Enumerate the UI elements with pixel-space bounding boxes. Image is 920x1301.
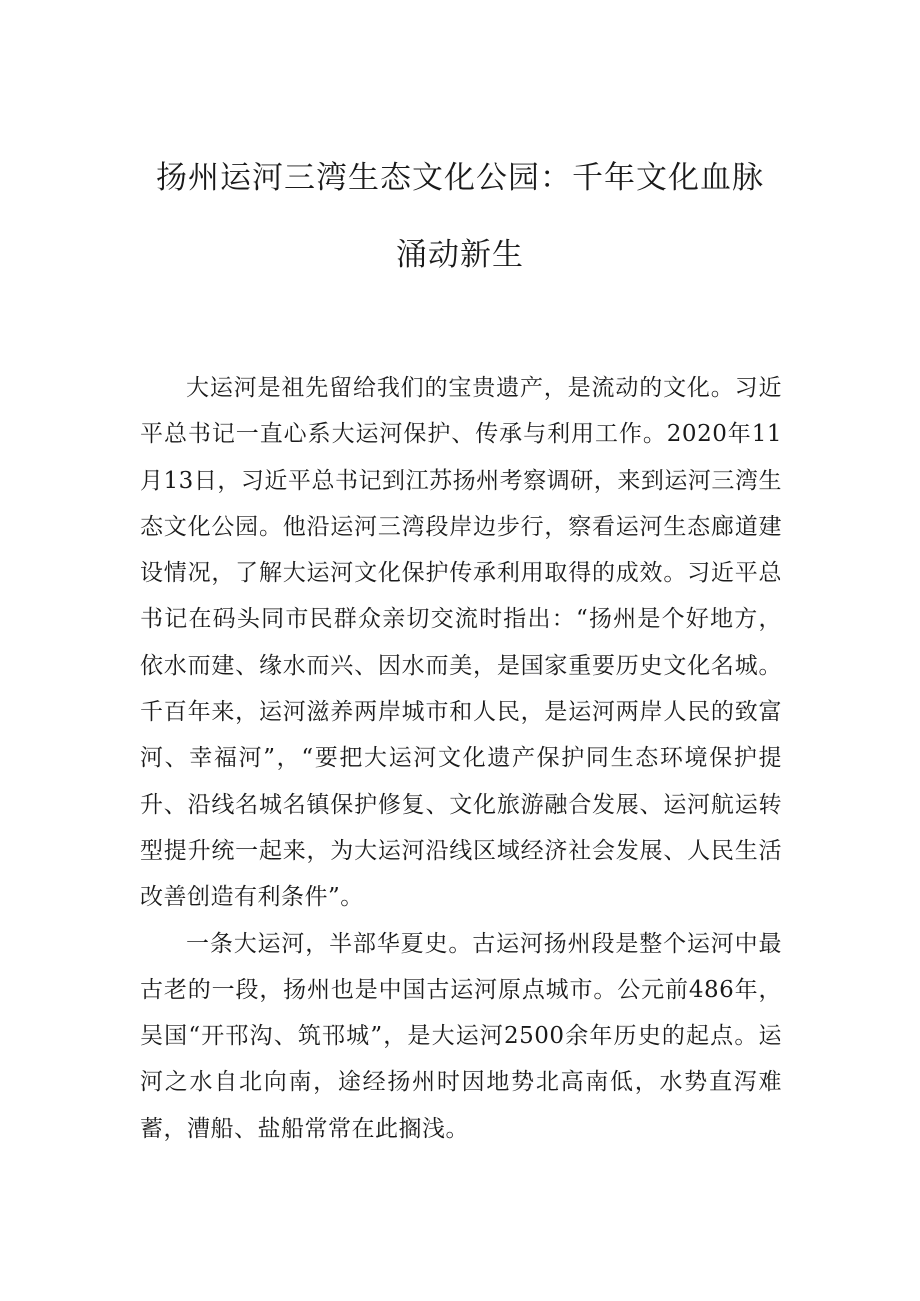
paragraph: 大运河是祖先留给我们的宝贵遗产，是流动的文化。习近平总书记一直心系大运河保护、传承与利用工作。2020年11月13日，习近平总书记到江苏扬州考察调研，来到运河三湾生态文化公园。他沿运河三湾段岸边步行，察看运河生态廊道建设情况，了解大运河文化保护传承利用取得的成效。习近平总书记在码头同市民群众亲切交流时指出：“扬州是个好地方，依水而建、缘水而兴、因水而美，是国家重要历史文化名城。千百年来，运河滋养两岸城市和人民，是运河两岸人民的致富河、幸福河”，“要把大运河文化遗产保护同生态环境保护提升、沿线名城名镇保护修复、文化旅游融合发展、运河航运转型提升统一起来，为大运河沿线区域经济社会发展、人民生活改善创造有利条件”。 [140,375,782,911]
paragraph: 一条大运河，半部华夏史。古运河扬州段是整个运河中最古老的一段，扬州也是中国古运河原点城市。公元前486年，吴国“开邗沟、筑邗城”，是大运河2500余年历史的起点。运河之水自北向南，途经扬州时因地势北高南低，水势直泻难蓄，漕船、盐船常常在此搁浅。 [140,930,782,1142]
page-title-continuation: 涌动新生 [396,237,524,273]
page-title: 扬州运河三湾生态文化公园：千年文化血脉 [156,160,764,196]
article-body [140,365,782,1152]
